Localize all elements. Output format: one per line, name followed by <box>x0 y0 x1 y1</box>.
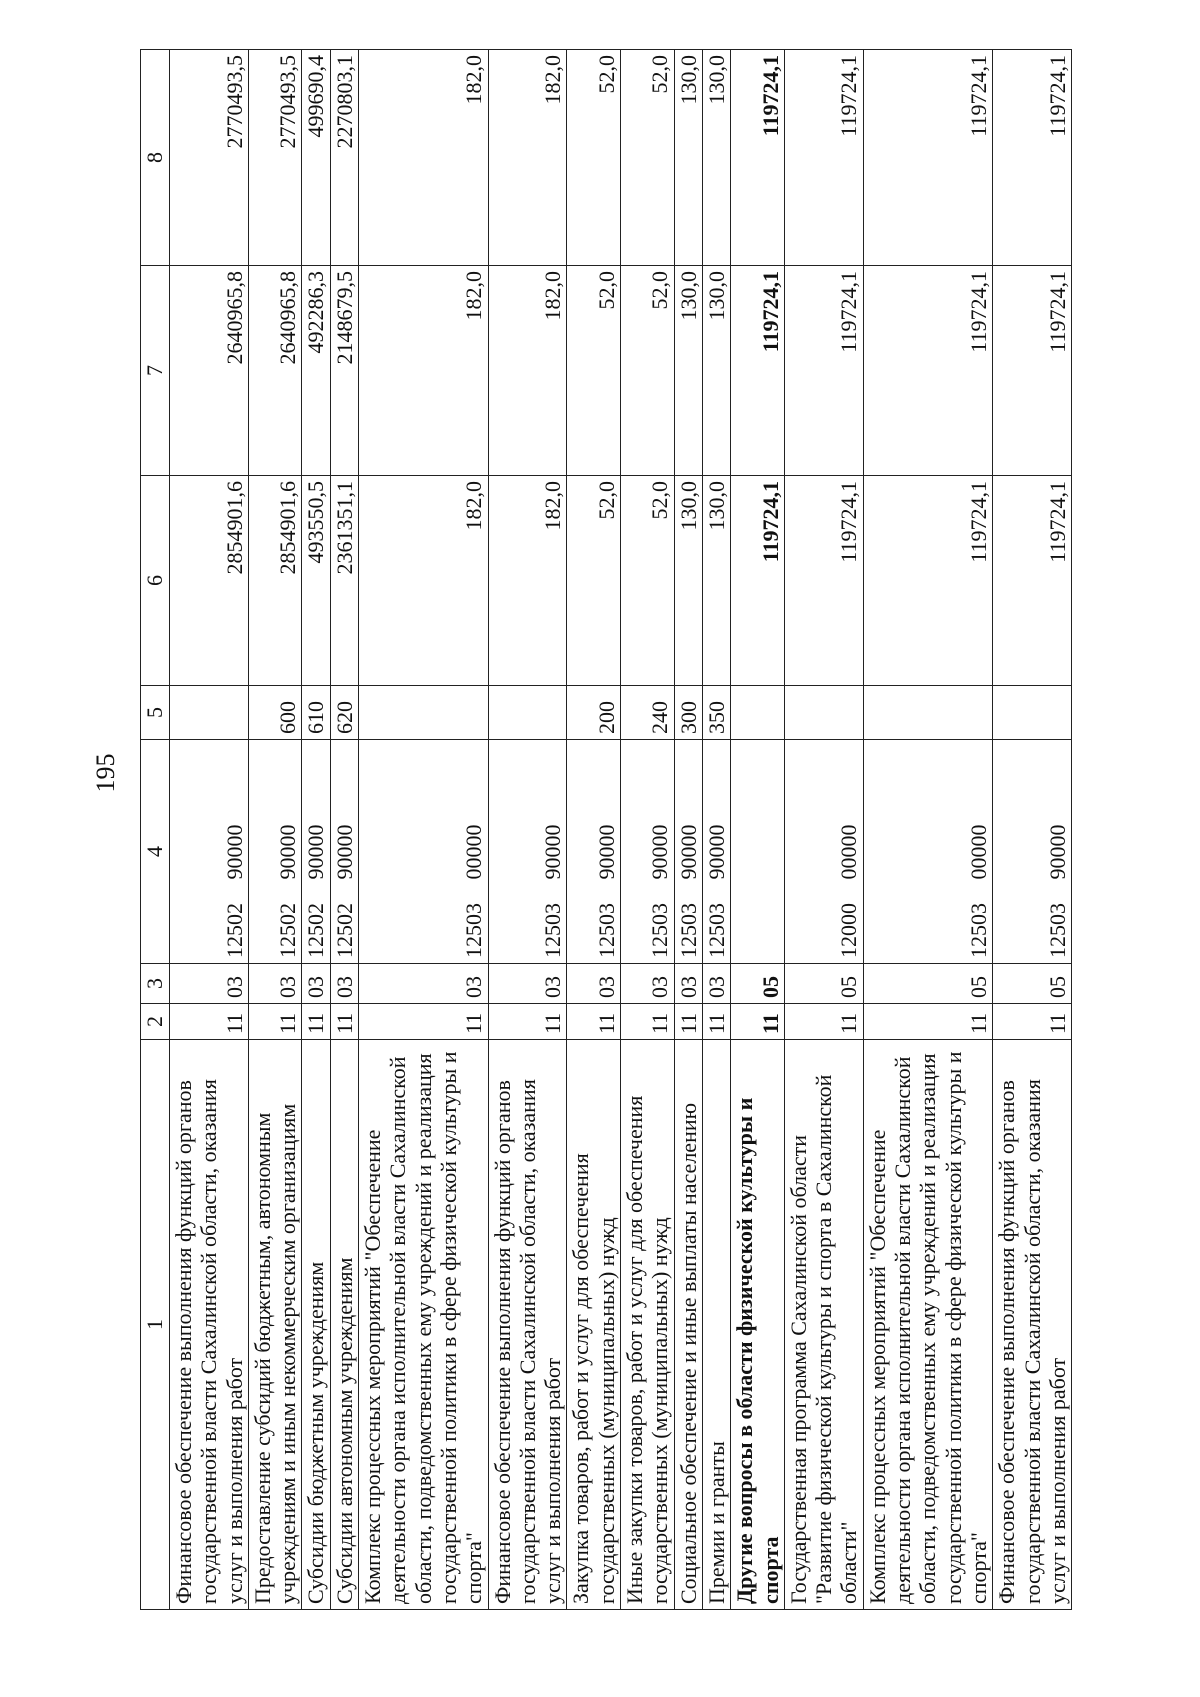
expense-type-code <box>170 686 249 740</box>
amount-column-7: 130,0 <box>702 266 730 476</box>
target-article-code: 12503 90000 <box>567 740 621 964</box>
section-code: 11 <box>863 1004 992 1040</box>
table-row <box>302 50 330 1610</box>
section-code: 11 <box>784 1004 863 1040</box>
amount-column-8: 2770493,5 <box>248 50 302 266</box>
target-article-code: 12503 90000 <box>674 740 702 964</box>
subsection-code: 05 <box>784 964 863 1004</box>
table-row <box>359 50 488 1610</box>
section-code: 11 <box>359 1004 488 1040</box>
subsection-code: 03 <box>248 964 302 1004</box>
expense-type-code: 620 <box>330 686 358 740</box>
column-header: 6 <box>141 476 170 686</box>
row-description: Финансовое обеспечение выполнения функций органов государственной власти Сахалинской области, оказания услуг и выполнения работ <box>993 1040 1072 1610</box>
expense-type-code: 300 <box>674 686 702 740</box>
expense-type-code <box>784 686 863 740</box>
subsection-code: 03 <box>567 964 621 1004</box>
table-row <box>567 50 621 1610</box>
target-article-code: 12502 90000 <box>170 740 249 964</box>
column-header: 3 <box>141 964 170 1004</box>
row-description: Комплекс процессных мероприятий "Обеспечение деятельности органа исполнительной власти Сахалинской области, подведомственных ему учреждений и реализация государственной политики в сфере физической культуры и спорта" <box>863 1040 992 1610</box>
budget-table <box>140 49 1072 1610</box>
amount-column-6: 2854901,6 <box>170 476 249 686</box>
row-description: Финансовое обеспечение выполнения функций органов государственной власти Сахалинской области, оказания услуг и выполнения работ <box>488 1040 567 1610</box>
section-code: 11 <box>731 1004 785 1040</box>
expense-type-code: 610 <box>302 686 330 740</box>
expense-type-code <box>863 686 992 740</box>
section-code: 11 <box>621 1004 675 1040</box>
table-row <box>330 50 358 1610</box>
target-article-code: 12503 90000 <box>621 740 675 964</box>
subsection-code: 03 <box>302 964 330 1004</box>
row-description: Премии и гранты <box>702 1040 730 1610</box>
target-article-code: 12503 90000 <box>488 740 567 964</box>
amount-column-8: 119724,1 <box>993 50 1072 266</box>
target-article-code: 12502 90000 <box>302 740 330 964</box>
amount-column-8: 119724,1 <box>863 50 992 266</box>
row-description: Закупка товаров, работ и услуг для обеспечения государственных (муниципальных) нужд <box>567 1040 621 1610</box>
amount-column-7: 2640965,8 <box>170 266 249 476</box>
column-header: 5 <box>141 686 170 740</box>
amount-column-8: 130,0 <box>674 50 702 266</box>
table-row <box>993 50 1072 1610</box>
amount-column-7: 119724,1 <box>993 266 1072 476</box>
section-code: 11 <box>567 1004 621 1040</box>
table-row <box>784 50 863 1610</box>
expense-type-code: 600 <box>248 686 302 740</box>
row-description: Предоставление субсидий бюджетным, автономным учреждениям и иным некоммерческим организациям <box>248 1040 302 1610</box>
expense-type-code <box>488 686 567 740</box>
table-row <box>863 50 992 1610</box>
column-header: 2 <box>141 1004 170 1040</box>
amount-column-6: 119724,1 <box>731 476 785 686</box>
table-row <box>488 50 567 1610</box>
amount-column-6: 52,0 <box>621 476 675 686</box>
rotated-table-wrapper <box>140 50 1070 1610</box>
column-number-row <box>141 50 170 1610</box>
amount-column-6: 119724,1 <box>784 476 863 686</box>
target-article-code: 12502 90000 <box>330 740 358 964</box>
expense-type-code <box>993 686 1072 740</box>
target-article-code: 12503 90000 <box>993 740 1072 964</box>
subsection-code: 05 <box>993 964 1072 1004</box>
section-code: 11 <box>170 1004 249 1040</box>
amount-column-6: 130,0 <box>702 476 730 686</box>
table-row <box>702 50 730 1610</box>
expense-type-code: 350 <box>702 686 730 740</box>
amount-column-6: 182,0 <box>359 476 488 686</box>
section-code: 11 <box>702 1004 730 1040</box>
page-number: 195 <box>91 753 120 793</box>
amount-column-8: 2270803,1 <box>330 50 358 266</box>
column-header: 8 <box>141 50 170 266</box>
target-article-code: 12503 00000 <box>863 740 992 964</box>
amount-column-8: 119724,1 <box>731 50 785 266</box>
amount-column-7: 119724,1 <box>731 266 785 476</box>
row-description: Субсидии бюджетным учреждениям <box>302 1040 330 1610</box>
amount-column-7: 130,0 <box>674 266 702 476</box>
subsection-code: 03 <box>674 964 702 1004</box>
target-article-code: 12000 00000 <box>784 740 863 964</box>
amount-column-7: 52,0 <box>567 266 621 476</box>
table-row <box>170 50 249 1610</box>
amount-column-8: 52,0 <box>621 50 675 266</box>
amount-column-7: 119724,1 <box>784 266 863 476</box>
target-article-code: 12503 00000 <box>359 740 488 964</box>
amount-column-6: 182,0 <box>488 476 567 686</box>
section-code: 11 <box>488 1004 567 1040</box>
amount-column-7: 2640965,8 <box>248 266 302 476</box>
row-description: Государственная программа Сахалинской области "Развитие физической культуры и спорта в Сахалинской области" <box>784 1040 863 1610</box>
subsection-code: 03 <box>702 964 730 1004</box>
amount-column-8: 2770493,5 <box>170 50 249 266</box>
table-row <box>248 50 302 1610</box>
table-row <box>731 50 785 1610</box>
amount-column-8: 119724,1 <box>784 50 863 266</box>
expense-type-code <box>731 686 785 740</box>
amount-column-6: 2361351,1 <box>330 476 358 686</box>
amount-column-7: 52,0 <box>621 266 675 476</box>
row-description: Субсидии автономным учреждениям <box>330 1040 358 1610</box>
amount-column-7: 2148679,5 <box>330 266 358 476</box>
table-row <box>621 50 675 1610</box>
column-header: 4 <box>141 740 170 964</box>
section-code: 11 <box>674 1004 702 1040</box>
amount-column-6: 2854901,6 <box>248 476 302 686</box>
amount-column-8: 130,0 <box>702 50 730 266</box>
row-description: Социальное обеспечение и иные выплаты населению <box>674 1040 702 1610</box>
amount-column-8: 182,0 <box>359 50 488 266</box>
expense-type-code: 200 <box>567 686 621 740</box>
amount-column-7: 492286,3 <box>302 266 330 476</box>
row-description: Комплекс процессных мероприятий "Обеспечение деятельности органа исполнительной власти Сахалинской области, подведомственных ему учреждений и реализация государственной политики в сфере физической культуры и спорта" <box>359 1040 488 1610</box>
subsection-code: 05 <box>731 964 785 1004</box>
subsection-code: 03 <box>621 964 675 1004</box>
section-code: 11 <box>330 1004 358 1040</box>
amount-column-6: 119724,1 <box>863 476 992 686</box>
section-code: 11 <box>302 1004 330 1040</box>
column-header: 1 <box>141 1040 170 1610</box>
amount-column-6: 119724,1 <box>993 476 1072 686</box>
section-code: 11 <box>993 1004 1072 1040</box>
expense-type-code <box>359 686 488 740</box>
amount-column-7: 182,0 <box>488 266 567 476</box>
amount-column-6: 52,0 <box>567 476 621 686</box>
amount-column-7: 119724,1 <box>863 266 992 476</box>
amount-column-8: 182,0 <box>488 50 567 266</box>
row-description: Иные закупки товаров, работ и услуг для обеспечения государственных (муниципальных) нужд <box>621 1040 675 1610</box>
subsection-code: 03 <box>170 964 249 1004</box>
target-article-code: 12503 90000 <box>702 740 730 964</box>
amount-column-6: 493550,5 <box>302 476 330 686</box>
column-header: 7 <box>141 266 170 476</box>
row-description: Другие вопросы в области физической культуры и спорта <box>731 1040 785 1610</box>
subsection-code: 05 <box>863 964 992 1004</box>
amount-column-6: 130,0 <box>674 476 702 686</box>
amount-column-8: 499690,4 <box>302 50 330 266</box>
subsection-code: 03 <box>488 964 567 1004</box>
expense-type-code: 240 <box>621 686 675 740</box>
row-description: Финансовое обеспечение выполнения функций органов государственной власти Сахалинской области, оказания услуг и выполнения работ <box>170 1040 249 1610</box>
amount-column-8: 52,0 <box>567 50 621 266</box>
section-code: 11 <box>248 1004 302 1040</box>
amount-column-7: 182,0 <box>359 266 488 476</box>
target-article-code: 12502 90000 <box>248 740 302 964</box>
subsection-code: 03 <box>359 964 488 1004</box>
target-article-code <box>731 740 785 964</box>
table-body <box>170 50 1072 1610</box>
subsection-code: 03 <box>330 964 358 1004</box>
table-row <box>674 50 702 1610</box>
